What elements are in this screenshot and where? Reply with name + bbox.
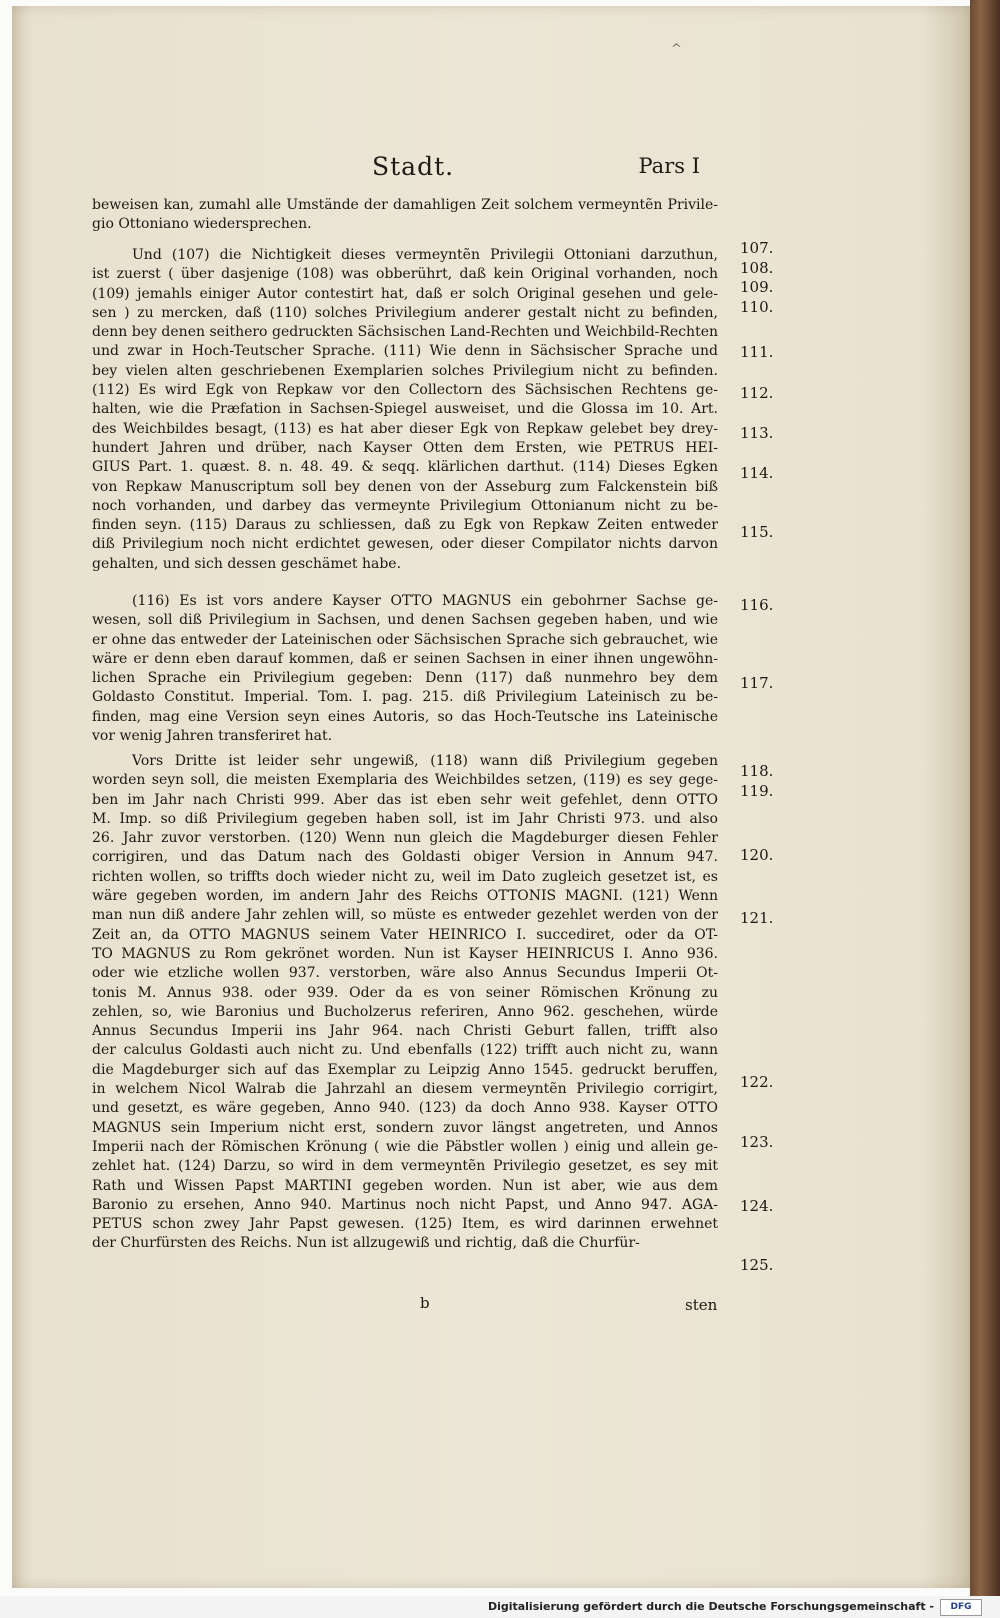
text-line: bey vielen alten geschriebenen Exemplarien solches Privilegium nicht zu befinden. [92,362,718,379]
margin-number: 107. [740,239,774,257]
text-line: des Weichbildes besagt, (113) es hat aber dieser Egk von Repkaw gelebet bey drey- [92,420,718,437]
text-line: halten, wie die Præfation in Sachsen-Spiegel ausweiset, und die Glossa im 10. Art. [92,401,718,418]
page-part-label: Pars I [638,154,700,178]
paragraph [92,752,718,1254]
text-line: in welchem Nicol Walrab die Jahrzahl an diesem vermeyntẽn Privilegio corrigirt, [92,1081,718,1098]
text-line: hundert Jahren und drüber, nach Kayser Otten dem Ersten, wie PETRUS HEI- [92,439,718,456]
text-line: 26. Jahr zuvor verstorben. (120) Wenn nun gleich die Magdeburger diesen Fehler [92,830,718,847]
text-line: gio Ottoniano wiedersprechen. [92,216,312,233]
margin-number: 117. [740,674,774,692]
text-line: ben im Jahr nach Christi 999. Aber das ist eben sehr weit gefehlet, denn OTTO [92,791,718,808]
margin-number: 118. [740,762,774,780]
paragraph [92,196,718,235]
margin-number: 110. [740,298,774,316]
text-line: tonis M. Annus 938. oder 939. Oder da es von seiner Römischen Krönung zu [92,984,718,1001]
text-line: MAGNUS sein Imperium nicht erst, sondern zuvor längst angetreten, und Annos [92,1119,718,1136]
margin-number: 120. [740,846,774,864]
text-line: Zeit an, da OTTO MAGNUS seinem Vater HEINRICO I. succediret, oder da OT- [92,926,718,943]
text-line: und zwar in Hoch-Teutscher Sprache. (111) Wie denn in Sächsischer Sprache und [92,343,718,360]
catchword: sten [685,1296,718,1314]
text-line: er ohne das entweder der Lateinischen oder Sächsischen Sprache sich gebrauchet, wie [92,631,718,648]
margin-number: 111. [740,343,774,361]
text-line: lichen Sprache ein Privilegium gegeben: Denn (117) daß nunmehro bey dem [92,670,718,687]
text-line: noch vorhanden, und darbey das vermeynte Privilegium Ottonianum nicht zu be- [92,497,718,514]
text-line: Rath und Wissen Papst MARTINI gegeben worden. Nun ist aber, wie aus dem [92,1177,718,1194]
text-line: Vors Dritte ist leider sehr ungewiß, (118) wann diß Privilegium gegeben [132,753,718,769]
text-line: finden, mag eine Version seyn eines Autoris, so das Hoch-Teutsche ins Lateinische [92,708,718,725]
text-line: beweisen kan, zumahl alle Umstände der damahligen Zeit solchem vermeyntẽn Privile- [92,197,718,213]
text-line: (109) jemahls einiger Autor contestirt hat, daß er solch Original gesehen und gele- [92,285,718,302]
signature-mark: b [420,1294,430,1312]
text-line: finden seyn. (115) Daraus zu schliessen, daß zu Egk von Repkaw Zeiten entweder [92,517,718,534]
text-line: GIUS Part. 1. quæst. 8. n. 48. 49. & seqq. klärlichen darthut. (114) Dieses Egken [92,459,718,476]
text-line: Annus Secundus Imperii ins Jahr 964. nach Christi Geburt fallen, trifft also [92,1023,718,1040]
text-line: diß Privilegium noch nicht erdichtet gewesen, oder dieser Compilator nichts darvon [92,536,718,553]
margin-number: 116. [740,596,774,614]
margin-number: 122. [740,1073,774,1091]
margin-number: 123. [740,1133,774,1151]
text-line: der Churfürsten des Reichs. Nun ist allzugewiß und richtig, daß die Churfür- [92,1235,640,1252]
text-line: man nun diß andere Jahr zehlen will, so müste es entweder gezehlet werden von der [92,907,718,924]
text-line: M. Imp. so diß Privilegium gegeben haben soll, ist im Jahr Christi 973. und also [92,810,718,827]
text-line: die Magdeburger sich auf das Exemplar zu Leipzig Anno 1545. gedruckt beruffen, [92,1061,718,1078]
margin-number: 112. [740,384,774,402]
pencil-mark: ^ [671,42,682,57]
running-title: Stadt. [372,152,455,181]
margin-number: 125. [740,1256,774,1274]
text-line: denn bey denen seithero gedruckten Sächsischen Land-Rechten und Weichbild-Rechten [92,324,718,341]
text-line: vor wenig Jahren transferiret hat. [92,728,333,745]
footer-credit: Digitalisierung gefördert durch die Deutsche Forschungsgemeinschaft - [487,1600,934,1613]
dfg-logo: DFG [940,1599,982,1616]
text-line: corrigiren, und das Datum nach des Goldasti obiger Version in Annum 947. [92,849,718,866]
text-line: von Repkaw Manuscriptum soll bey denen von der Asseburg zum Falckenstein biß [92,478,718,495]
text-line: wesen, soll diß Privilegium in Sachsen, und denen Sachsen gegeben haben, und wie [92,612,718,629]
margin-number: 115. [740,523,774,541]
margin-number: 113. [740,424,774,442]
margin-number: 119. [740,782,774,800]
text-line: (116) Es ist vors andere Kayser OTTO MAGNUS ein gebohrner Sachse ge- [132,593,718,609]
text-line: richten wollen, so triffts doch wieder nicht zu, weil im Dato zugleich gesetzet ist, es [92,868,718,885]
text-line: Baronio zu ersehen, Anno 940. Martinus noch nicht Papst, und Anno 947. AGA- [92,1196,718,1213]
text-line: PETUS schon zwey Jahr Papst gewesen. (125) Item, es wird darinnen erwehnet [92,1216,718,1233]
text-line: zehlen, so, wie Baronius und Bucholzerus referiren, Anno 962. geschehen, würde [92,1003,718,1020]
text-line: sen ) zu mercken, daß (110) solches Privilegium anderer gestalt nicht zu befinden, [92,304,718,321]
text-line: ist zuerst ( über dasjenige (108) was obberührt, daß kein Original vorhanden, noch [92,266,718,283]
text-line: Imperii nach der Römischen Krönung ( wie die Päbstler wollen ) einig und allein ge- [92,1138,718,1155]
text-line: der calculus Goldasti auch nicht zu. Und ebenfalls (122) trifft auch nicht zu, wann [92,1042,718,1059]
book-edge [970,0,1000,1618]
text-line: zehlet hat. (124) Darzu, so wird in dem vermeyntẽn Privilegio gesetzet, es sey mit [92,1158,718,1175]
book-page [12,6,970,1588]
text-line: (112) Es wird Egk von Repkaw vor den Collectorn des Sächsischen Rechtens ge- [92,382,718,399]
text-line: wäre er denn eben darauf kommen, daß er seinen Sachsen in einer ihnen ungewöhn- [92,650,718,667]
margin-number: 108. [740,259,774,277]
paragraph [92,592,718,746]
text-line: oder wie etzliche wollen 937. verstorben, wäre also Annus Secundus Imperii Ot- [92,965,718,982]
text-line: wäre gegeben worden, im andern Jahr des Reichs OTTONIS MAGNI. (121) Wenn [92,888,718,905]
digitization-footer [0,1596,1000,1618]
text-line: gehalten, und sich dessen geschämet habe. [92,555,402,572]
margin-number: 121. [740,909,774,927]
margin-number: 114. [740,464,774,482]
margin-number: 124. [740,1197,774,1215]
paragraph [92,246,718,574]
text-line: worden seyn soll, die meisten Exemplaria des Weichbildes setzen, (119) es sey gege- [92,772,718,789]
text-line: Und (107) die Nichtigkeit dieses vermeyntẽn Privilegii Ottoniani darzuthun, [132,247,718,263]
text-line: TO MAGNUS zu Rom gekrönet worden. Nun ist Kayser HEINRICUS I. Anno 936. [92,945,718,962]
page-header [12,152,970,184]
margin-number: 109. [740,278,774,296]
text-line: und gesetzt, es wäre gegeben, Anno 940. (123) da doch Anno 938. Kayser OTTO [92,1100,718,1117]
text-line: Goldasto Constitut. Imperial. Tom. I. pag. 215. diß Privilegium Lateinisch zu be- [92,689,718,706]
